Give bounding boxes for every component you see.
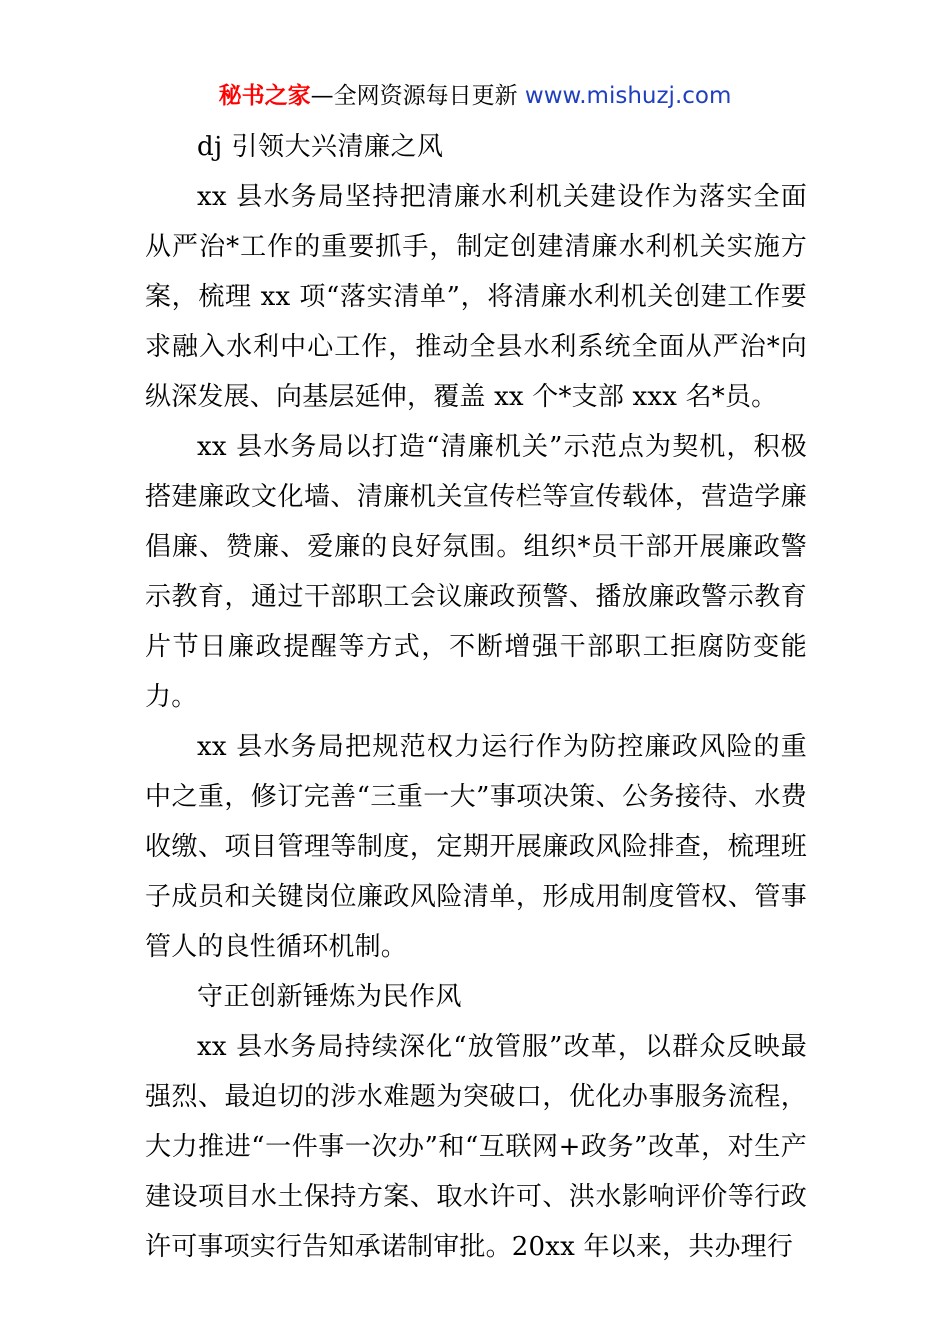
site-url[interactable]: www.mishuzj.com [524, 83, 732, 109]
paragraph-1: xx 县水务局坚持把清廉水利机关建设作为落实全面从严治*工作的重要抓手，制定创建清廉水利机关实施方案，梳理 xx 项“落实清单”，将清廉水利机关创建工作要求融入水利中心工作，推动全县水利系统全面从严治*向纵深发展、向基层延伸，覆盖 xx 个*支部 xxx 名*员。 [145, 182, 807, 412]
document-body [145, 122, 807, 1272]
site-header [0, 80, 950, 112]
paragraph-4: xx 县水务局持续深化“放管服”改革，以群众反映最强烈、最迫切的涉水难题为突破口，优化办事服务流程，大力推进“一件事一次办”和“互联网+政务”改革，对生产建设项目水土保持方案、取水许可、洪水影响评价等行政许可事项实行告知承诺制审批。20xx 年以来，共办理行 [145, 1032, 807, 1262]
section-heading-1: dj 引领大兴清廉之风 [197, 132, 444, 162]
paragraph-2: xx 县水务局以打造“清廉机关”示范点为契机，积极搭建廉政文化墙、清廉机关宣传栏等宣传载体，营造学廉倡廉、赞廉、爱廉的良好氛围。组织*员干部开展廉政警示教育，通过干部职工会议廉政预警、播放廉政警示教育片节日廉政提醒等方式，不断增强干部职工拒腐防变能力。 [145, 432, 807, 712]
section-heading-2: 守正创新锤炼为民作风 [197, 982, 463, 1012]
site-tagline: —全网资源每日更新 [310, 83, 525, 109]
site-brand: 秘书之家 [218, 83, 311, 109]
paragraph-3: xx 县水务局把规范权力运行作为防控廉政风险的重中之重，修订完善“三重一大”事项决策、公务接待、水费收缴、项目管理等制度，定期开展廉政风险排查，梳理班子成员和关键岗位廉政风险清单，形成用制度管权、管事管人的良性循环机制。 [145, 732, 807, 962]
